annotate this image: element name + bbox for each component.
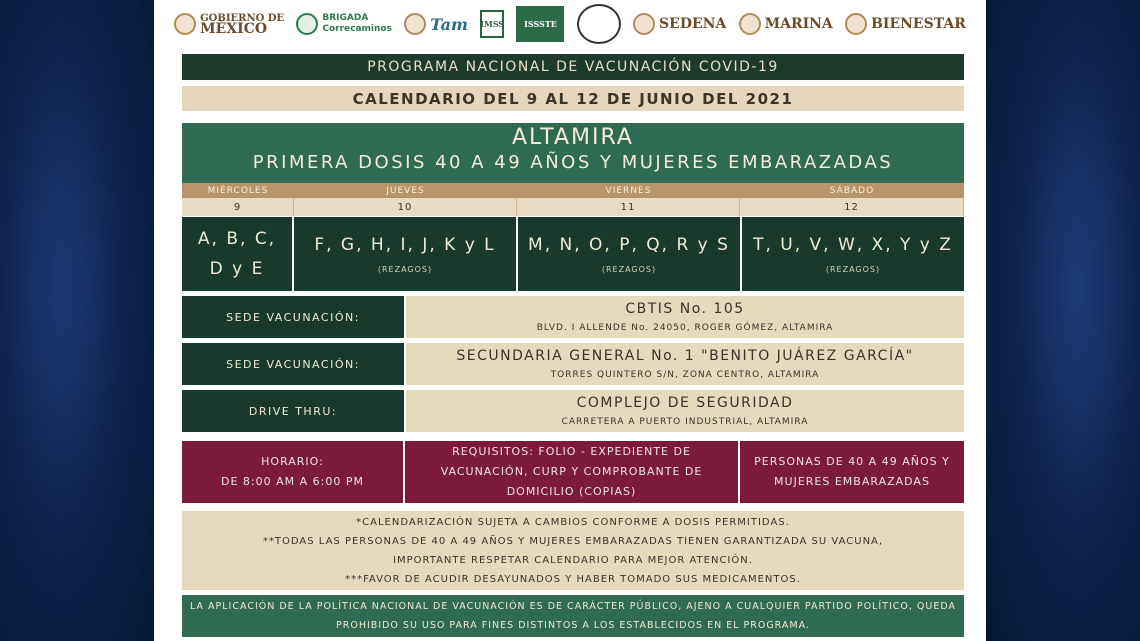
footer-line: LA APLICACIÓN DE LA POLÍTICA NACIONAL DE VACUNACIÓN ES DE CARÁCTER PÚBLICO, AJENO A CUALQUIER PARTIDO POLÍTICO, QUEDA bbox=[190, 601, 956, 612]
vaccination-poster bbox=[154, 0, 986, 641]
logo-text: BRIGADA bbox=[322, 13, 369, 23]
date-number: 9 bbox=[182, 198, 294, 216]
surname-letters-row bbox=[182, 217, 964, 291]
venue-address: CARRETERA A PUERTO INDUSTRIAL, ALTAMIRA bbox=[561, 417, 809, 427]
note-line: IMPORTANTE RESPETAR CALENDARIO PARA MEJOR ATENCIÓN. bbox=[393, 555, 753, 566]
logo-text: Tam bbox=[430, 14, 468, 34]
brigada-correcaminos-logo bbox=[296, 13, 392, 35]
background-right bbox=[986, 0, 1140, 641]
date-number: 11 bbox=[517, 198, 740, 216]
letters-cell bbox=[182, 217, 292, 291]
venue-name: SECUNDARIA GENERAL No. 1 "BENITO JUÁREZ GARCÍA" bbox=[456, 348, 914, 364]
logo-text: BIENESTAR bbox=[871, 15, 966, 32]
eligible-text: MUJERES EMBARAZADAS bbox=[774, 475, 930, 488]
eagle-seal-icon bbox=[577, 4, 621, 44]
footer-line: PROHIBIDO SU USO PARA FINES DISTINTOS A LOS ESTABLECIDOS EN EL PROGRAMA. bbox=[336, 620, 810, 631]
seal-icon bbox=[174, 13, 196, 35]
schedule-label: HORARIO: bbox=[261, 455, 324, 468]
venue-address: BLVD. I ALLENDE No. 24050, ROGER GÓMEZ, ALTAMIRA bbox=[536, 323, 834, 333]
weekday-label: JUEVES bbox=[386, 185, 425, 196]
venue-label: DRIVE THRU: bbox=[182, 390, 404, 432]
requirements-text: VACUNACIÓN, CURP Y COMPROBANTE DE bbox=[440, 465, 703, 478]
issste-logo bbox=[516, 6, 564, 42]
letters-text: F, G, H, I, J, K y L bbox=[314, 234, 496, 255]
roadrunner-icon bbox=[296, 13, 318, 35]
venue-row bbox=[182, 296, 964, 338]
schedule-hours: DE 8:00 AM A 6:00 PM bbox=[221, 475, 364, 488]
letters-cell bbox=[294, 217, 516, 291]
logo-text: IMSS bbox=[480, 10, 504, 38]
logo-text: ISSSTE bbox=[516, 6, 564, 42]
seal-icon bbox=[633, 13, 655, 35]
program-title: PROGRAMA NACIONAL DE VACUNACIÓN COVID-19 bbox=[182, 54, 964, 80]
seal-icon bbox=[739, 13, 761, 35]
weekday-label: SÁBADO bbox=[829, 185, 875, 196]
marina-logo bbox=[739, 13, 833, 35]
venue-name: COMPLEJO DE SEGURIDAD bbox=[576, 395, 794, 411]
gobierno-de-mexico-logo bbox=[174, 13, 284, 35]
venue-label: SEDE VACUNACIÓN: bbox=[182, 296, 404, 338]
rezagos-note: (REZAGOS) bbox=[601, 264, 657, 274]
weekday-row bbox=[182, 183, 964, 198]
note-line: ***FAVOR DE ACUDIR DESAYUNADOS Y HABER TOMADO SUS MEDICAMENTOS. bbox=[345, 574, 801, 585]
legal-footer bbox=[182, 595, 964, 637]
letters-text: A, B, C, bbox=[197, 229, 277, 249]
date-number: 10 bbox=[294, 198, 517, 216]
logo-text: GOBIERNO DE bbox=[200, 13, 285, 24]
eligible-people-cell bbox=[740, 441, 964, 503]
note-line: **TODAS LAS PERSONAS DE 40 A 49 AÑOS Y MUJERES EMBARAZADAS TIENEN GARANTIZADA SU VACUNA, bbox=[262, 536, 884, 547]
bienestar-logo bbox=[845, 13, 966, 35]
letters-text: D y E bbox=[209, 259, 265, 279]
dose-subtitle: PRIMERA DOSIS 40 A 49 AÑOS Y MUJERES EMBARAZADAS bbox=[252, 152, 894, 173]
background-left bbox=[0, 0, 154, 641]
logo-text: MÉXICO bbox=[200, 21, 268, 37]
requirements-cell bbox=[405, 441, 738, 503]
venue-row bbox=[182, 390, 964, 432]
logo-strip bbox=[154, 0, 986, 48]
venue-info bbox=[406, 296, 964, 338]
venue-name: CBTIS No. 105 bbox=[625, 301, 745, 317]
requirements-text: REQUISITOS: FOLIO - EXPEDIENTE DE bbox=[452, 445, 691, 458]
letters-cell bbox=[518, 217, 740, 291]
venue-row bbox=[182, 343, 964, 385]
letters-text: T, U, V, W, X, Y y Z bbox=[753, 234, 953, 255]
imss-logo bbox=[480, 10, 504, 38]
sedena-logo bbox=[633, 13, 726, 35]
venue-info bbox=[406, 390, 964, 432]
date-number-row bbox=[182, 198, 964, 216]
state-seal-icon bbox=[404, 13, 426, 35]
seal-icon bbox=[845, 13, 867, 35]
logo-text: SEDENA bbox=[659, 15, 727, 32]
requirements-row bbox=[182, 441, 964, 503]
logo-text: MARINA bbox=[764, 15, 833, 32]
city-name: ALTAMIRA bbox=[512, 125, 634, 150]
eagle-seal-logo bbox=[577, 4, 621, 44]
schedule-cell bbox=[182, 441, 403, 503]
date-number: 12 bbox=[740, 198, 964, 216]
city-header bbox=[182, 123, 964, 183]
tam-logo bbox=[404, 13, 468, 35]
letters-cell bbox=[742, 217, 964, 291]
requirements-text: DOMICILIO (COPIAS) bbox=[506, 485, 637, 498]
weekday-label: VIERNES bbox=[605, 185, 652, 196]
logo-text: Correcaminos bbox=[322, 24, 392, 34]
venue-label: SEDE VACUNACIÓN: bbox=[182, 343, 404, 385]
calendar-dates: CALENDARIO DEL 9 AL 12 DE JUNIO DEL 2021 bbox=[182, 86, 964, 111]
rezagos-note: (REZAGOS) bbox=[825, 264, 881, 274]
notes-box bbox=[182, 511, 964, 590]
venue-info bbox=[406, 343, 964, 385]
weekday-label: MIÉRCOLES bbox=[207, 185, 269, 196]
venue-address: TORRES QUINTERO S/N, ZONA CENTRO, ALTAMIRA bbox=[550, 370, 820, 380]
eligible-text: PERSONAS DE 40 A 49 AÑOS Y bbox=[754, 455, 950, 468]
note-line: *CALENDARIZACIÓN SUJETA A CAMBIOS CONFORME A DOSIS PERMITIDAS. bbox=[356, 517, 790, 528]
rezagos-note: (REZAGOS) bbox=[377, 264, 433, 274]
letters-text: M, N, O, P, Q, R y S bbox=[528, 234, 730, 255]
